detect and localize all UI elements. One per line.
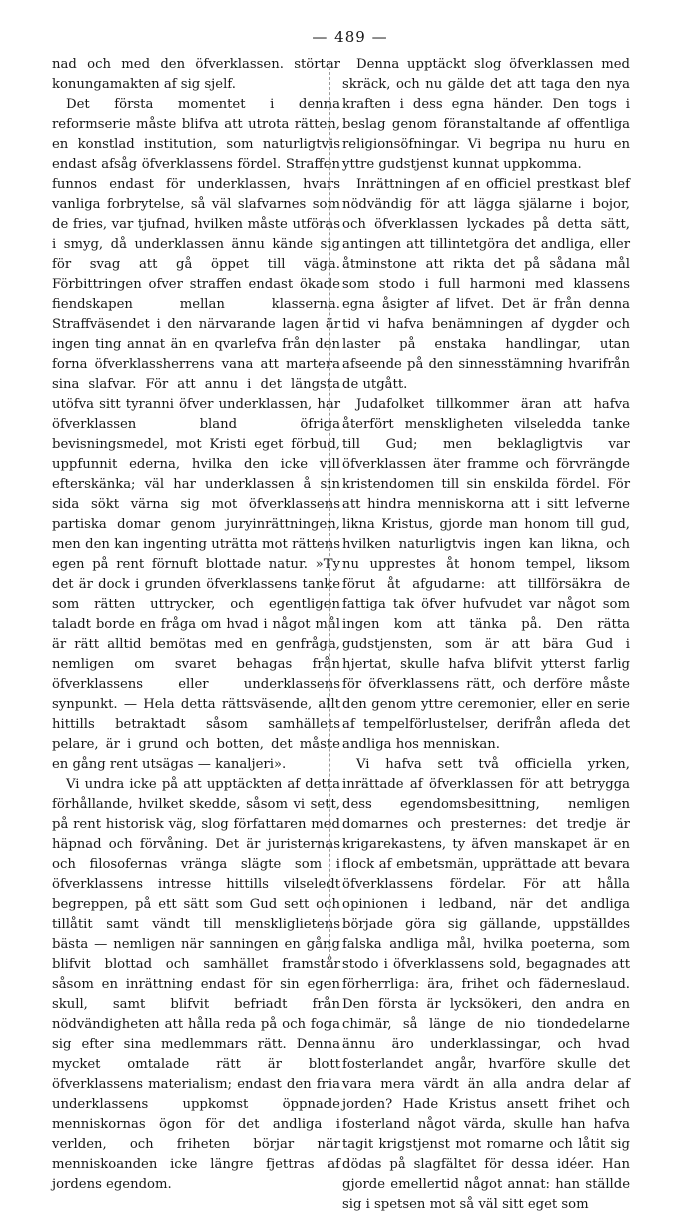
paragraph: Vi hafva sett två officiella yrken, inrättade af öfverklassen för att betrygga dess egendomsbesittning, nemligen domarnes och presternes: det tredje är krigarekastens, ty äfven manskapet är en flock af embetsmän, upprättade att bevara öfverklassens fördelar. För att hålla opinionen i ledband, när det andliga började göra sig gällande, uppställdes falska andliga mål, hvilka poeterna, som stodo i öfverklassens sold, begagnades att förherrliga: ära, frihet och fäderneslaud. Den första är lycksökeri, den andra en chimär, så länge de nio tiondedelarne ännu äro underklassingar, och hvad fosterlandet angår, hvarföre skulle det vara mera värdt än alla andra delar af jorden? Hade Kristus ansett frihet och fosterland något värda, skulle han hafva tagit krigstjenst mot romarne och låtit sig dödas på slagfältet för dessa idéer. Han gjorde emellertid något annat: han ställde sig i spetsen mot så väl sitt eget som — [342, 757, 630, 1212]
page-number: — 489 — — [312, 28, 388, 46]
right-column — [342, 55, 630, 1215]
paragraph: Det första momentet i denna reformserie måste blifva att utrota rätten, en konstlad institution, som naturligtvis endast afsåg öfverklassens fördel. Straffen funnos endast för underklassen, hvars vanliga forbrytelse, så väl slafvarnes som de fries, var tjufnad, hvilken måste utföras i smyg, då underklassen ännu kände sig för svag att gå öppet till väga. Förbittringen ofver straffen endast ökade fiendskapen mellan klasserna. Straffväsendet i den närvarande lagen är ingen ting annat än en qvarlefva från den forna öfverklassherrens vana att martera sina slafvar. För att annu i det längsta utöfva sitt tyranni öfver underklassen, har öfverklassen bland öfriga bevisningsmedel, mot Kristi eget förbud, uppfunnit ederna, hvilka den icke vill efterskänka; väl har underklassen å sin sida sökt värna sig mot öfverklassens partiska domar genom juryinrättningen, men den kan ingenting uträtta mot rättens egen på rent förnuft blottade natur. »Ty det är dock i grunden öfverklassens tanke som rätten uttrycker, och egentligen taladt borde en fråga om hvad i något mål är rätt alltid bemötas med en genfråga, nemligen om svaret behagas från öfverklassens eller underklassens synpunkt. — Hela detta rättsväsende, allt hittills betraktadt såsom samhällets pelare, är i grund och botten, det måste en gång rent utsägas — kanaljeri». — [52, 97, 340, 772]
left-column — [52, 55, 340, 1195]
paragraph: Denna upptäckt slog öfverklassen med skräck, och nu gälde det att taga den nya kraften i dess egna händer. Den togs i beslag genom föranstaltande af offentliga religionsöfningar. Vi begripa nu huru en yttre gudstjenst kunnat uppkomma. — [342, 57, 630, 172]
paragraph: Inrättningen af en officiel prestkast blef nödvändig för att lägga själarne i bojor, och öfverklassen lyckades på detta sätt, antingen att tillintetgöra det andliga, eller åtminstone att rikta det på sådana mål som stodo i full harmoni med klassens egna åsigter af lifvet. Det är från denna tid vi hafva benämningen af dygder och laster på enstaka handlingar, utan afseende på den sinnesstämning hvarifrån de utgått. — [342, 177, 630, 392]
column-divider — [329, 62, 330, 962]
paragraph: nad och med den öfverklassen. störtar konungamakten af sig sjelf. — [52, 57, 340, 92]
paragraph: Vi undra icke på att upptäckten af detta förhållande, hvilket skedde, såsom vi sett, på rent historisk väg, slog författaren med häpnad och förvåning. Det är juristernas och filosofernas vränga slägte som i öfverklassens intresse hittills vilseledt begreppen, på ett sätt som Gud sett och tillåtit samt vändt till menskliglietens bästa — nemligen när sanningen en gång blifvit blottad och samhället framstår såsom en inrättning endast för sin egen skull, samt blifvit befriadt från nödvändigheten att hålla reda på och foga sig efter sina medlemmars rätt. Denna mycket omtalade rätt är blott öfverklassens materialism; endast den fria underklassens uppkomst öppnade menniskornas ögon för det andliga i verlden, och friheten börjar när menniskoanden icke längre fjettras af jordens egendom. — [52, 777, 340, 1192]
paragraph: Judafolket tillkommer äran att hafva återfört menskligheten vilseledda tanke till Gud; men beklagligtvis var öfverklassen äter framme och förvrängde kristendomen till sin enskilda fördel. För att hindra menniskorna att i sitt lefverne likna Kristus, gjorde man honom till gud, hvilken naturligtvis ingen kan likna, och nu upprestes åt honom tempel, liksom förut åt afgudarne: att tillförsäkra de fattiga tak öfver hufvudet var något som ingen kom att tänka på. Den rätta gudstjensten, som är att bära Gud i hjertat, skulle hafva blifvit ytterst farlig för öfverklassens rätt, och derföre måste den genom yttre ceremonier, eller en serie af tempelförlustelser, derifrån afleda det andliga hos menniskan. — [342, 397, 630, 752]
